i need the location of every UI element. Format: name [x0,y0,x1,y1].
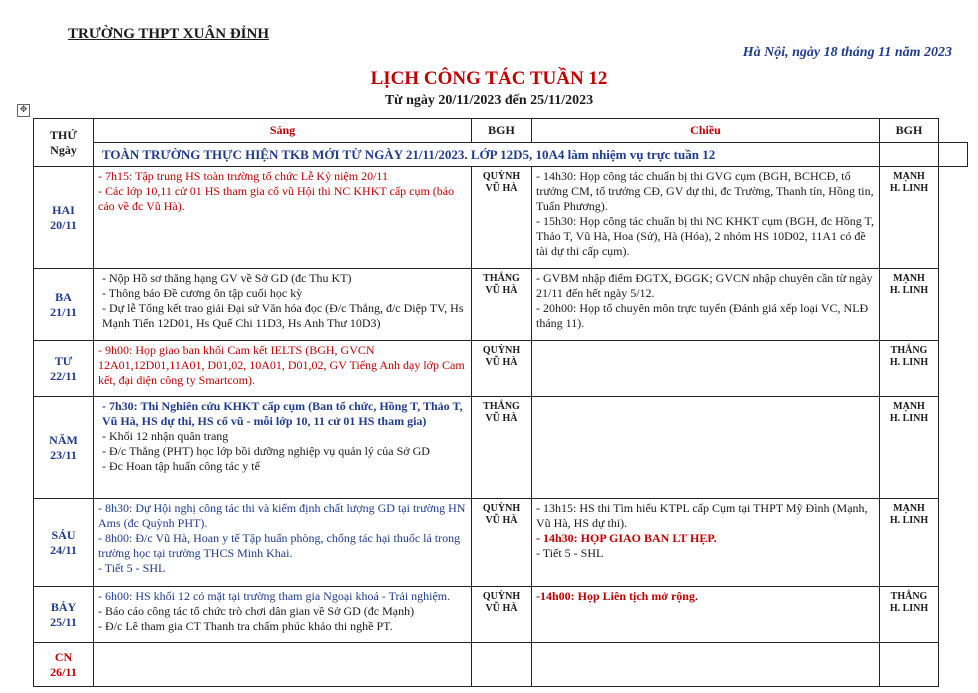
bgh-afternoon-item: H. LINH [889,285,929,296]
bgh-afternoon-item: MẠNH [893,273,925,284]
day-name: CN [54,649,73,664]
morning-item: - 7h30: Thi Nghiên cứu KHKT cấp cụm (Ban tổ chức, Hồng T, Thảo T, Vũ Hà, HS dự thi, HS cổ vũ - mỗi lớp 10, 11 cử 01 HS tham gia) [102,399,463,428]
day-cell [34,167,94,269]
header-bgh-morning: BGH [472,119,532,143]
morning-cell [94,587,472,643]
day-name: HAI [52,202,75,217]
day-name: BẢY [50,599,77,614]
afternoon-item: -14h00: Họp Liên tịch mở rộng. [536,589,698,603]
day-cell [34,499,94,587]
header-morning: Sáng [94,119,472,143]
morning-cell [94,397,472,499]
bgh-morning-cell [472,397,532,499]
bgh-morning-cell [472,643,532,687]
bgh-afternoon-item: THẮNG [890,591,928,602]
day-cell [34,269,94,341]
bgh-morning-cell [472,341,532,397]
morning-item: - Báo cáo công tác tổ chức trò chơi dân gian về Sở GD (đc Mạnh) [98,604,415,618]
morning-item: - 6h00: HS khối 12 có mặt tại trường tham gia Ngoại khoá - Trải nghiệm. [98,589,451,603]
bgh-afternoon-cell [880,643,939,687]
day-cell [34,397,94,499]
day-row [34,167,968,269]
day-row [34,587,968,643]
day-name: BA [55,289,72,304]
morning-item: - Đ/c Thắng (PHT) học lớp bồi dưỡng nghiệp vụ quản lý của Sở GD [102,444,430,458]
day-date: 22/11 [50,368,77,383]
bgh-afternoon-item: MẠNH [893,171,925,182]
morning-cell [94,643,472,687]
page-subtitle: Từ ngày 20/11/2023 đến 25/11/2023 [384,93,594,108]
bgh-afternoon-cell [880,587,939,643]
bgh-afternoon-item: H. LINH [889,515,929,526]
morning-cell [94,499,472,587]
afternoon-item: - 14h30: Họp công tác chuẩn bị thi GVG cụm (BGH, BCHCĐ, tổ trưởng CM, tổ trưởng CĐ, GV dự thi, đc Trường, Thanh tín, Hồng tin, Tuấn Phương). [536,169,874,213]
bgh-morning-cell [472,587,532,643]
bgh-afternoon-item: THẮNG [890,345,928,356]
school-name: TRƯỜNG THPT XUÂN ĐỈNH [68,26,269,42]
day-date: 26/11 [50,664,77,679]
bgh-afternoon-cell [880,499,939,587]
bgh-afternoon-cell [880,341,939,397]
afternoon-cell [532,499,880,587]
day-name: TƯ [54,353,73,368]
schedule-table [33,118,968,687]
day-row [34,269,968,341]
bgh-afternoon-cell [880,397,939,499]
afternoon-cell [532,397,880,499]
afternoon-cell [532,643,880,687]
header-day [34,119,94,167]
day-date: 21/11 [50,304,77,319]
bgh-morning-item: VŨ HÀ [485,183,518,194]
bgh-morning-item: VŨ HÀ [485,603,518,614]
bgh-morning-item: VŨ HÀ [485,285,518,296]
bgh-morning-item: QUỲNH [482,171,521,182]
bgh-morning-item: QUỲNH [482,345,521,356]
morning-item: - Các lớp 10,11 cử 01 HS tham gia cổ vũ Hội thi NC KHKT cấp cụm (báo cáo về đc Vũ Hà). [98,184,455,213]
morning-item: - Tiết 5 - SHL [98,561,166,575]
move-handle-icon[interactable]: ✥ [17,104,30,117]
day-date: 20/11 [50,217,77,232]
morning-cell [94,167,472,269]
afternoon-item: - 14h30: HỌP GIAO BAN LT HẸP. [536,531,717,545]
afternoon-cell [532,341,880,397]
day-row [34,397,968,499]
bgh-afternoon-item: H. LINH [889,357,929,368]
header-afternoon: Chiều [532,119,880,143]
afternoon-item: - 20h00: Họp tổ chuyên môn trực tuyến (Đánh giá xếp loại VC, NLĐ tháng 11). [536,301,869,330]
day-date: 23/11 [50,447,77,462]
bgh-morning-item: VŨ HÀ [485,515,518,526]
day-name: SÁU [51,527,76,542]
morning-item: - 8h30: Dự Hội nghị công tác thi và kiểm định chất lượng GD tại trường HN Ams (đc Quỳnh PHT). [98,501,466,530]
morning-item: - 7h15: Tập trung HS toàn trường tổ chức Lễ Kỷ niệm 20/11 [98,169,388,183]
morning-cell [94,269,472,341]
bgh-morning-item: QUỲNH [482,591,521,602]
morning-item: - Đc Hoan tập huấn công tác y tế [102,459,260,473]
afternoon-item: - 13h15: HS thi Tìm hiểu KTPL cấp Cụm tại THPT Mỹ Đình (Mạnh, Vũ Hà, HS dự thi). [536,501,868,530]
morning-item: - Dự lễ Tổng kết trao giải Đại sứ Văn hóa đọc (Đ/c Thắng, đ/c Diệp TV, Hs Mạnh Tiến 12D01, Hs Quế Chi 11D3, Hs Anh Thư 10D3) [102,301,464,330]
bgh-morning-cell [472,269,532,341]
bgh-afternoon-cell [880,269,939,341]
day-row [34,341,968,397]
bgh-morning-item: THẮNG [483,401,520,412]
afternoon-item: - Tiết 5 - SHL [536,546,604,560]
header-day-label: THỨ [50,127,77,142]
morning-item: - Khối 12 nhận quân trang [102,429,229,443]
issue-date: Hà Nội, ngày 18 tháng 11 năm 2023 [742,45,952,60]
afternoon-cell [532,167,880,269]
afternoon-item: - 15h30: Họp công tác chuẩn bị thi NC KHKT cụm (BGH, đc Hồng T, Thảo T, Vũ Hà, Hoa (Sử), Hà (Hóa), 2 nhóm HS 10D02, 11A1 có đề tài dự thi cấp cụm). [536,214,874,258]
morning-item: - 8h00: Đ/c Vũ Hà, Hoan y tế Tập huấn phòng, chống tác hại thuốc lá trong trường học tại trường THCS Minh Khai. [98,531,461,560]
bgh-afternoon-cell [880,167,939,269]
day-row [34,643,968,687]
day-date: 25/11 [50,614,77,629]
morning-item: - Nộp Hồ sơ thăng hạng GV về Sở GD (đc Thu KT) [102,271,352,285]
bgh-afternoon-item: MẠNH [893,503,925,514]
morning-cell [94,341,472,397]
morning-item: - 9h00: Họp giao ban khối Cam kết IELTS (BGH, GVCN 12A01,12D01,11A01, D01,02, 10A01, D01,02, GV Tiếng Anh dạy lớp Cam kết, đại diện công ty Smartcom). [98,343,465,387]
header-bgh-afternoon: BGH [880,119,939,143]
morning-item: - Đ/c Lê tham gia CT Thanh tra chấm phúc khảo thi nghề PT. [98,619,393,633]
day-cell [34,587,94,643]
bgh-morning-cell [472,499,532,587]
page-title: LỊCH CÔNG TÁC TUẦN 12 [370,68,608,89]
day-cell [34,643,94,687]
day-date: 24/11 [50,542,77,557]
afternoon-item: - GVBM nhập điểm ĐGTX, ĐGGK; GVCN nhập chuyên cần từ ngày 21/11 đến hết ngày 5/12. [536,271,873,300]
bgh-afternoon-item: H. LINH [889,413,929,424]
bgh-morning-item: QUỲNH [482,503,521,514]
afternoon-cell [532,587,880,643]
day-cell [34,341,94,397]
bgh-afternoon-item: MẠNH [893,401,925,412]
afternoon-cell [532,269,880,341]
bgh-morning-item: THẮNG [483,273,520,284]
day-row [34,499,968,587]
header-date-label: Ngày [50,142,77,157]
day-name: NĂM [49,432,78,447]
bgh-morning-item: VŨ HÀ [485,413,518,424]
bgh-afternoon-item: H. LINH [889,603,929,614]
bgh-morning-item: VŨ HÀ [485,357,518,368]
morning-item: - Thông báo Đề cương ôn tập cuối học kỳ [102,286,303,300]
week-notice: TOÀN TRƯỜNG THỰC HIỆN TKB MỚI TỪ NGÀY 21/11/2023. LỚP 12D5, 10A4 làm nhiệm vụ trực tuần 12 [94,143,880,167]
bgh-afternoon-item: H. LINH [889,183,929,194]
bgh-morning-cell [472,167,532,269]
